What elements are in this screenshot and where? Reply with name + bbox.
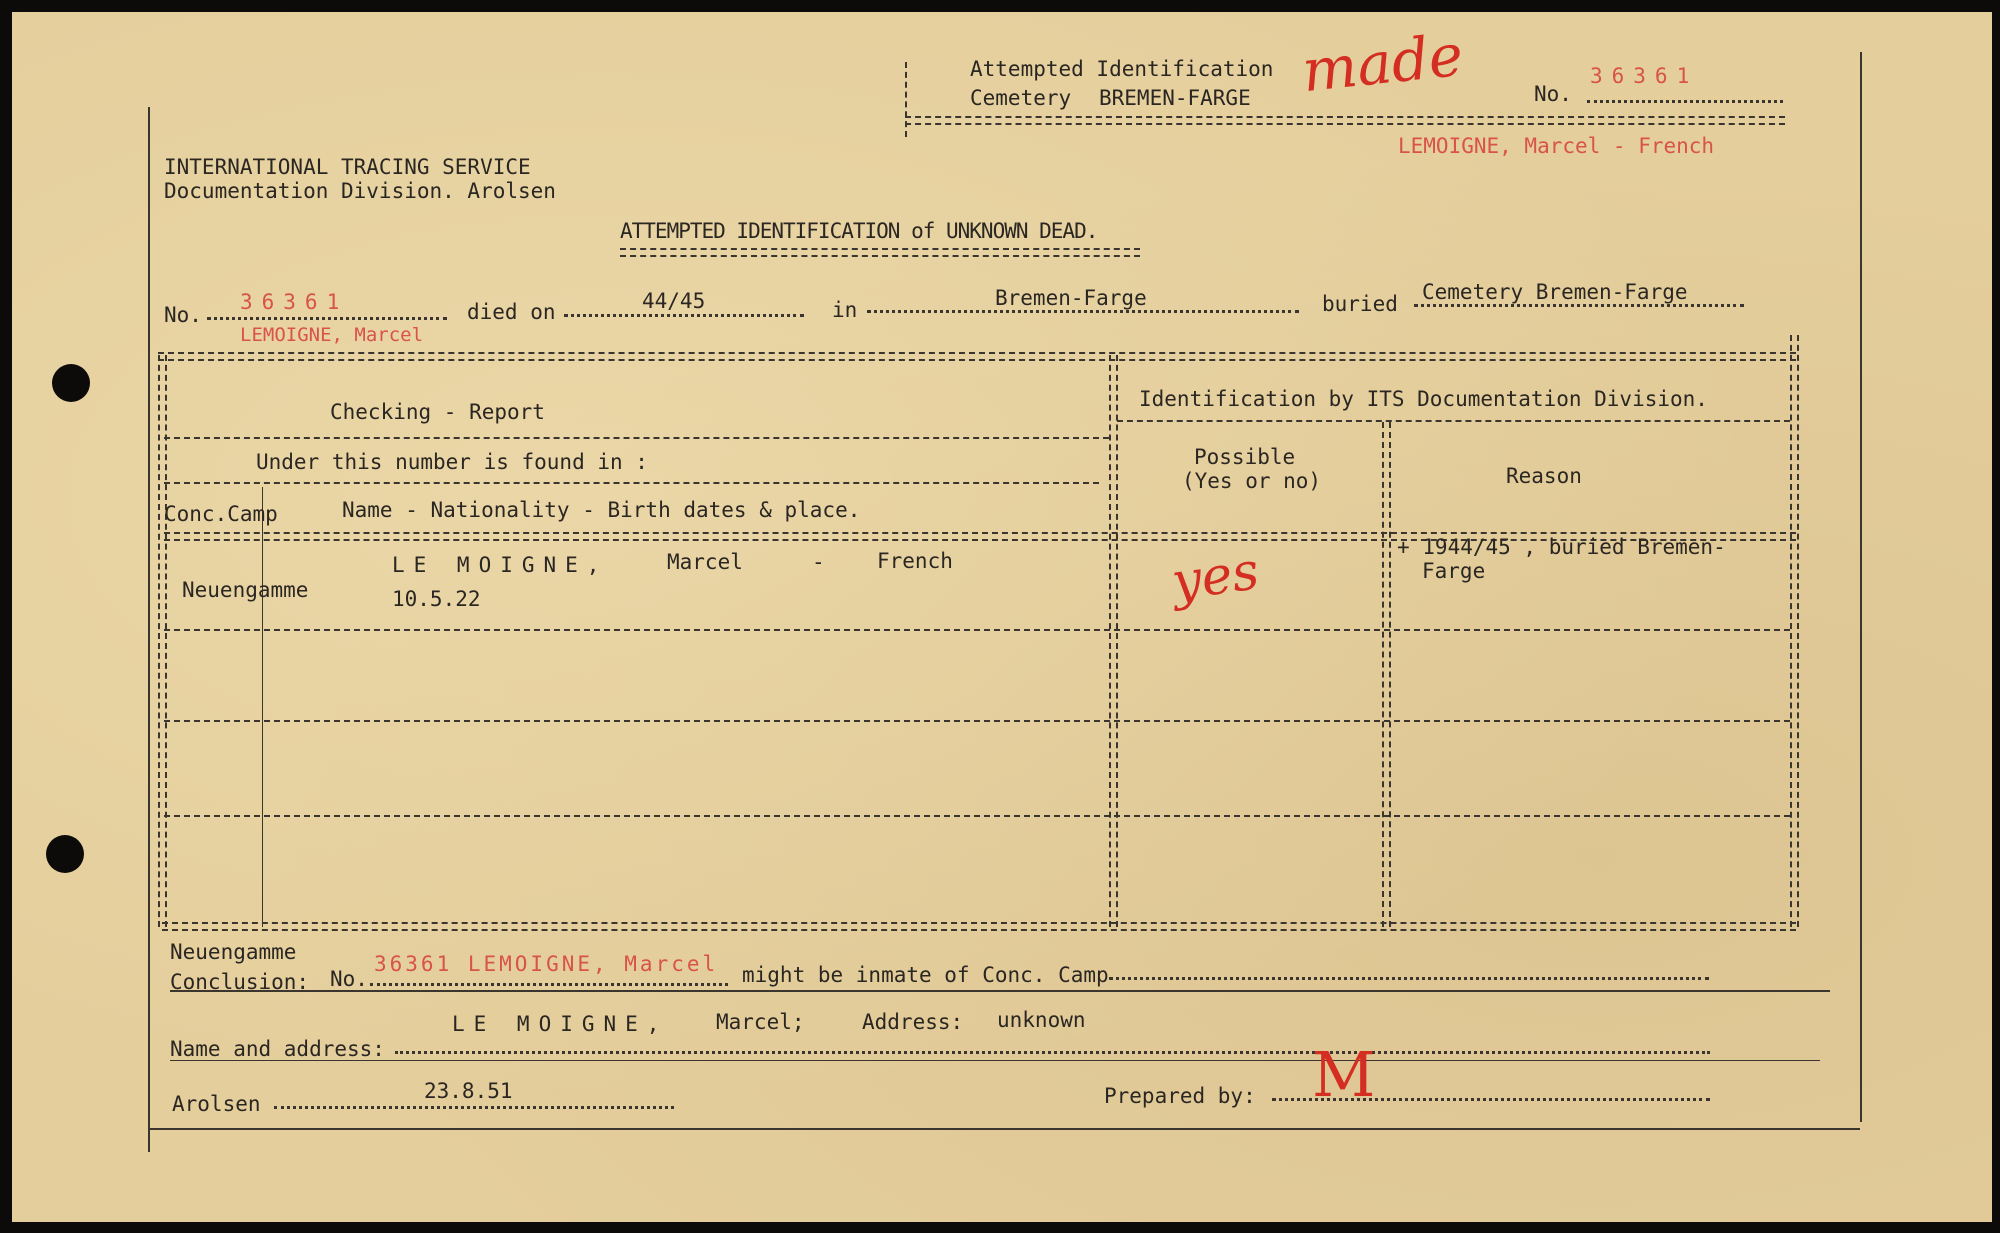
table-bottom-border [162,922,1796,931]
conclusion-label: Conclusion: [170,970,310,994]
table-divider-camp-name [262,487,263,927]
org-line1: INTERNATIONAL TRACING SERVICE [164,155,531,179]
row-possible-yes: yes [1168,541,1263,613]
address-label: Address: [862,1010,964,1034]
buried-label: buried [1322,292,1398,316]
row-birth: 10.5.22 [392,587,481,611]
row-nationality: French [877,549,953,573]
left-border [148,107,150,1152]
record-no-name: LEMOIGNE, Marcel [240,324,424,346]
header-box-bottom [905,116,1785,125]
row-dash: - [812,550,825,574]
row-rule-3 [164,815,1790,817]
right-border [1860,52,1862,1122]
punch-hole-top [52,364,90,402]
index-card [12,12,1992,1222]
col-possible-header: Possible [1194,445,1296,469]
conclusion-camp-dots [1109,977,1709,980]
handwritten-made: made [1298,20,1467,106]
its-identification-header: Identification by ITS Documentation Division. [1139,387,1708,411]
name-address-rule [170,1060,1820,1061]
footer-date: 23.8.51 [424,1079,513,1103]
footer-place: Arolsen [172,1092,261,1116]
form-title: ATTEMPTED IDENTIFICATION of UNKNOWN DEAD. [620,219,1098,243]
row-firstname: Marcel [667,550,743,574]
died-value: 44/45 [642,289,706,313]
col-camp-header: Conc.Camp [164,502,278,526]
conclusion-no-label: No. [330,967,368,991]
header-line1: Attempted Identification [970,57,1274,81]
conclusion-no-dots [370,983,728,986]
table-divider-possible-reason [1382,422,1391,927]
checking-report-header: Checking - Report [330,400,545,424]
table-left-border [158,355,167,927]
row-reason-line2: Farge [1422,559,1486,583]
col-reason-header: Reason [1506,464,1582,488]
buried-value: Cemetery Bremen-Farge [1422,280,1688,304]
col-possible-subheader: (Yes or no) [1182,469,1322,493]
name-address-dots [395,1051,1710,1054]
in-value: Bremen-Farge [995,286,1147,310]
title-underline [620,248,1140,257]
died-dots [564,314,804,317]
conclusion-middle: might be inmate of Conc. Camp [742,963,1109,987]
found-in-rule [164,482,1099,484]
record-no-label: No. [164,303,202,327]
header-cemetery-value: BREMEN-FARGE [1099,86,1251,110]
conclusion-rule [170,990,1830,992]
header-no-label: No. [1534,82,1572,106]
found-in-label: Under this number is found in : [256,450,648,474]
table-right-border [1790,335,1799,927]
buried-dots [1414,304,1744,307]
row-surname: LE MOIGNE, [392,553,609,577]
table-divider-checking-its [1109,355,1118,927]
name-address-label: Name and address: [170,1037,385,1061]
prepared-by-initial: M [1312,1038,1376,1111]
header-name-nationality: LEMOIGNE, Marcel - French [1398,134,1715,158]
col-name-header: Name - Nationality - Birth dates & place. [342,498,861,522]
row-reason-line1: + 1944/45 , buried Bremen- [1397,535,1726,559]
in-dots [867,310,1299,313]
header-no-dots [1587,100,1783,103]
row-rule-1 [164,629,1790,631]
conclusion-camp-value: Neuengamme [170,940,297,964]
table-top-border [158,352,1796,361]
died-label: died on [467,300,556,324]
prepared-by-label: Prepared by: [1104,1084,1256,1108]
header-cemetery-label: Cemetery [970,86,1072,110]
org-line2: Documentation Division. Arolsen [164,179,556,203]
checking-header-rule [164,437,1109,439]
row-camp: Neuengamme [182,578,309,602]
address-firstname: Marcel; [716,1010,805,1034]
in-label: in [832,298,858,322]
address-surname: LE MOIGNE, [452,1012,669,1036]
record-no-value: 36361 [240,290,349,314]
record-no-dots [207,317,447,320]
punch-hole-bottom [46,835,84,873]
footer-date-dots [274,1106,674,1109]
address-value: unknown [997,1008,1086,1032]
header-no-value: 36361 [1590,64,1699,88]
row-rule-2 [164,720,1790,722]
conclusion-no-value: 36361 LEMOIGNE, Marcel [374,952,719,976]
bottom-border [148,1128,1860,1130]
header-box-left [905,62,907,137]
its-header-rule [1117,420,1790,422]
